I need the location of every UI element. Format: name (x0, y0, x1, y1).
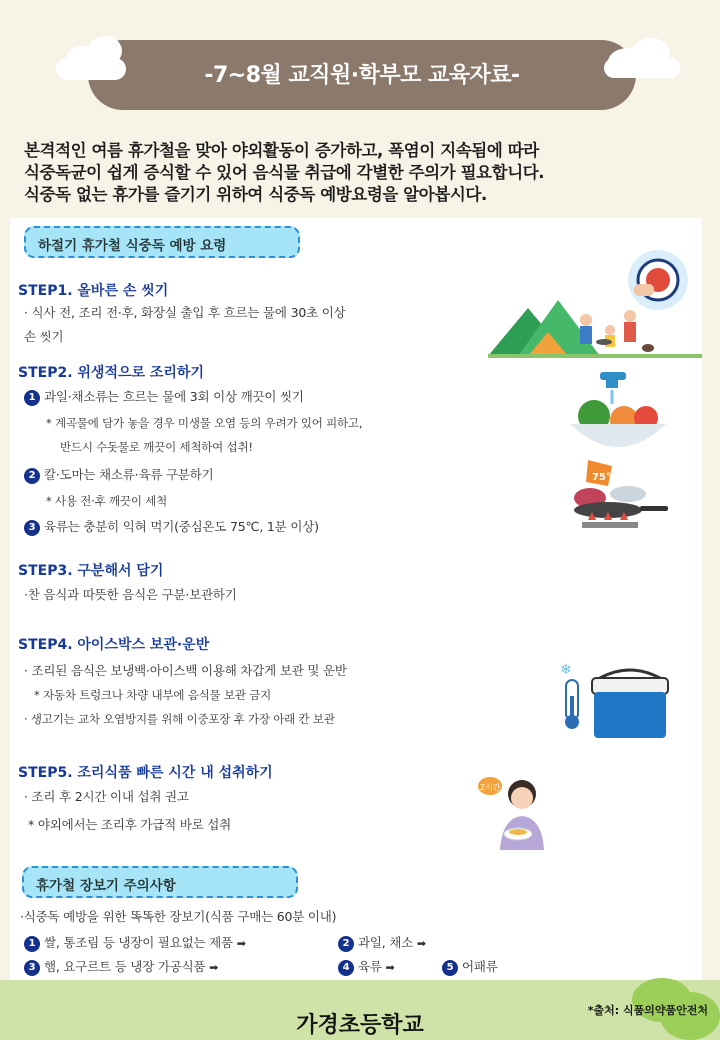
shopping-item (442, 956, 498, 978)
intro-line: 본격적인 여름 휴가철을 맞아 야외활동이 증가하고, 폭염이 지속됨에 따라 (24, 141, 539, 160)
step-text: ·찬 음식과 따뜻한 음식은 구분·보관하기 (24, 587, 237, 602)
number-badge: 1 (24, 936, 40, 952)
number-badge: 3 (24, 960, 40, 976)
step-subtext: * 계곡물에 담가 놓을 경우 미생물 오염 등의 우려가 있어 피하고, (46, 416, 363, 430)
arrow-right-icon: ➡ (416, 937, 426, 950)
clock-badge: 2시간 (480, 783, 501, 792)
number-badge: 2 (338, 936, 354, 952)
step-subtext: * 사용 전·후 깨끗이 세척 (46, 494, 168, 508)
shopping-item (338, 932, 426, 955)
section-text: ·식중독 예방을 위한 똑똑한 장보기(식품 구매는 60분 이내) (20, 909, 337, 924)
step-text: · 식사 전, 조리 전·후, 화장실 출입 후 흐르는 물에 30초 이상 (24, 305, 346, 320)
step-subtext: 반드시 수돗물로 깨끗이 세척하여 섭취! (60, 440, 253, 454)
number-badge: 1 (24, 390, 40, 406)
fruit-bowl-illustration (566, 372, 670, 450)
step-item (24, 464, 213, 486)
step-item-label: 칼·도마는 채소류·육류 구분하기 (44, 467, 214, 482)
step-title: STEP3. 구분해서 담기 (18, 563, 164, 579)
shopping-item (338, 956, 395, 979)
step-item (24, 386, 304, 408)
arrow-right-icon: ➡ (385, 961, 395, 974)
step-title: STEP1. 올바른 손 씻기 (18, 283, 169, 299)
shopping-item-label: 어패류 (462, 959, 498, 974)
source-credit: *출처: 식품의약품안전처 (587, 1004, 708, 1017)
shopping-item-label: 쌀, 통조림 등 냉장이 필요없는 제품 (44, 935, 233, 950)
step-title: STEP5. 조리식품 빠른 시간 내 섭취하기 (18, 765, 273, 781)
step-item (24, 516, 319, 538)
step-subtext: * 자동차 트렁크나 차량 내부에 음식물 보관 금지 (34, 688, 272, 702)
number-badge: 2 (24, 468, 40, 484)
step-item-label: 육류는 충분히 익혀 먹기(중심온도 75℃, 1분 이상) (44, 519, 319, 534)
shopping-item-label: 햄, 요구르트 등 냉장 가공식품 (44, 959, 206, 974)
arrow-right-icon: ➡ (209, 961, 219, 974)
shopping-item (24, 956, 218, 979)
intro-paragraph (24, 140, 704, 206)
eating-girl-illustration (478, 770, 548, 852)
svg-text:❄: ❄ (560, 662, 572, 678)
shopping-item (24, 932, 246, 955)
shopping-item-label: 과일, 채소 (358, 935, 414, 950)
section-tag: 하절기 휴가철 식중독 예방 요령 (24, 226, 300, 258)
section-tag: 휴가철 장보기 주의사항 (22, 866, 298, 898)
intro-line: 식중독균이 쉽게 증식할 수 있어 음식물 취급에 각별한 주의가 필요합니다. (24, 163, 545, 182)
number-badge: 3 (24, 520, 40, 536)
icebox-illustration (560, 660, 672, 742)
cooking-pan-illustration (568, 454, 670, 536)
step-item-label: 과일·채소류는 흐르는 물에 3회 이상 깨끗이 씻기 (44, 389, 304, 404)
page-title: -7~8월 교직원·학부모 교육자료- (204, 63, 520, 88)
step-text: · 조리 후 2시간 이내 섭취 권고 (24, 789, 189, 804)
step-title: STEP2. 위생적으로 조리하기 (18, 365, 204, 381)
intro-line: 식중독 없는 휴가를 즐기기 위하여 식중독 예방요령을 알아봅시다. (24, 185, 487, 204)
school-name: 가경초등학교 (296, 1013, 424, 1038)
number-badge: 5 (442, 960, 458, 976)
step-subtext: · 생고기는 교차 오염방지를 위해 이중포장 후 가장 아래 칸 보관 (24, 712, 335, 726)
step-title: STEP4. 아이스박스 보관·운반 (18, 637, 210, 653)
step-text: · 조리된 음식은 보냉백·아이스백 이용해 차갑게 보관 및 운반 (24, 663, 347, 678)
arrow-right-icon: ➡ (236, 937, 246, 950)
step-text: * 야외에서는 조리후 가급적 바로 섭취 (28, 817, 232, 832)
number-badge: 4 (338, 960, 354, 976)
camping-illustration (488, 236, 702, 360)
temp-badge: 75℃ (592, 472, 619, 483)
shopping-item-label: 육류 (358, 959, 382, 974)
step-text: 손 씻기 (24, 329, 64, 344)
